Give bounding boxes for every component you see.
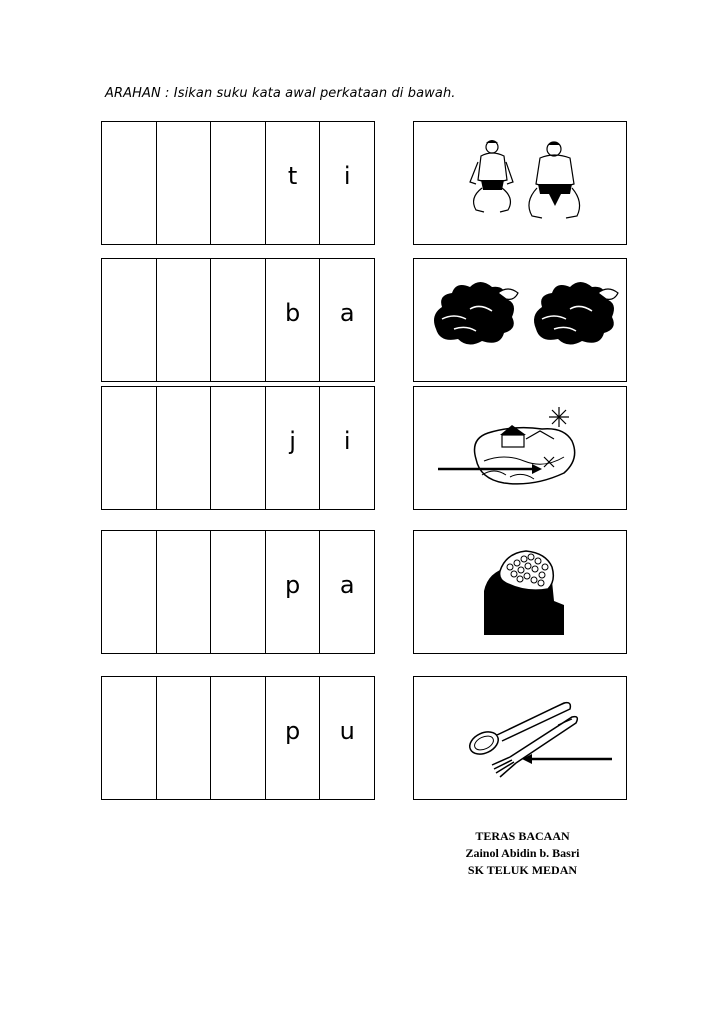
credit-block <box>440 828 605 879</box>
syllable-grid <box>101 258 375 382</box>
letter-cell <box>266 387 321 509</box>
tree-clumps-illustration <box>414 259 626 381</box>
credit-title: TERAS BACAAN <box>475 829 570 843</box>
blank-cell[interactable] <box>157 259 212 381</box>
cell-letter: i <box>343 427 351 455</box>
blank-cell[interactable] <box>211 122 266 244</box>
credit-author: Zainol Abidin b. Basri <box>465 846 580 860</box>
exercise-row-4 <box>0 530 728 660</box>
picture-box <box>413 121 627 245</box>
cell-letter: u <box>339 717 355 745</box>
exercise-row-5 <box>0 676 728 806</box>
blank-cell[interactable] <box>102 259 157 381</box>
letter-cell <box>320 122 374 244</box>
blank-cell[interactable] <box>211 387 266 509</box>
spoon-and-fork-illustration <box>414 677 626 799</box>
exercise-row-1 <box>0 121 728 251</box>
island-with-house-illustration <box>414 387 626 509</box>
letter-cell <box>320 531 374 653</box>
cell-letter: i <box>343 162 351 190</box>
letter-cell <box>266 122 321 244</box>
blank-cell[interactable] <box>102 677 157 799</box>
syllable-grid <box>101 676 375 800</box>
blank-cell[interactable] <box>157 122 212 244</box>
picture-box <box>413 530 627 654</box>
blank-cell[interactable] <box>157 677 212 799</box>
cell-letter: j <box>289 427 296 455</box>
cell-letter: p <box>284 571 301 599</box>
picture-box <box>413 676 627 800</box>
letter-cell <box>320 677 374 799</box>
instruction-text: ARAHAN : Isikan suku kata awal perkataan di bawah. <box>105 86 456 101</box>
exercise-row-2 <box>0 258 728 388</box>
picture-box <box>413 258 627 382</box>
sumo-wrestlers-illustration <box>414 122 626 244</box>
cell-letter: b <box>284 299 301 327</box>
letter-cell <box>266 259 321 381</box>
letter-cell <box>266 677 321 799</box>
syllable-grid <box>101 386 375 510</box>
blank-cell[interactable] <box>102 122 157 244</box>
blank-cell[interactable] <box>211 677 266 799</box>
syllable-grid <box>101 121 375 245</box>
cell-letter: t <box>287 162 298 190</box>
blank-cell[interactable] <box>157 531 212 653</box>
blank-cell[interactable] <box>102 531 157 653</box>
credit-school: SK TELUK MEDAN <box>467 863 578 877</box>
blank-cell[interactable] <box>211 531 266 653</box>
letter-cell <box>320 387 374 509</box>
blank-cell[interactable] <box>157 387 212 509</box>
shelter-with-pile-illustration <box>414 531 626 653</box>
picture-box <box>413 386 627 510</box>
cell-letter: a <box>339 571 355 599</box>
blank-cell[interactable] <box>211 259 266 381</box>
letter-cell <box>320 259 374 381</box>
cell-letter: p <box>284 717 301 745</box>
letter-cell <box>266 531 321 653</box>
exercise-row-3 <box>0 386 728 516</box>
cell-letter: a <box>339 299 355 327</box>
syllable-grid <box>101 530 375 654</box>
blank-cell[interactable] <box>102 387 157 509</box>
